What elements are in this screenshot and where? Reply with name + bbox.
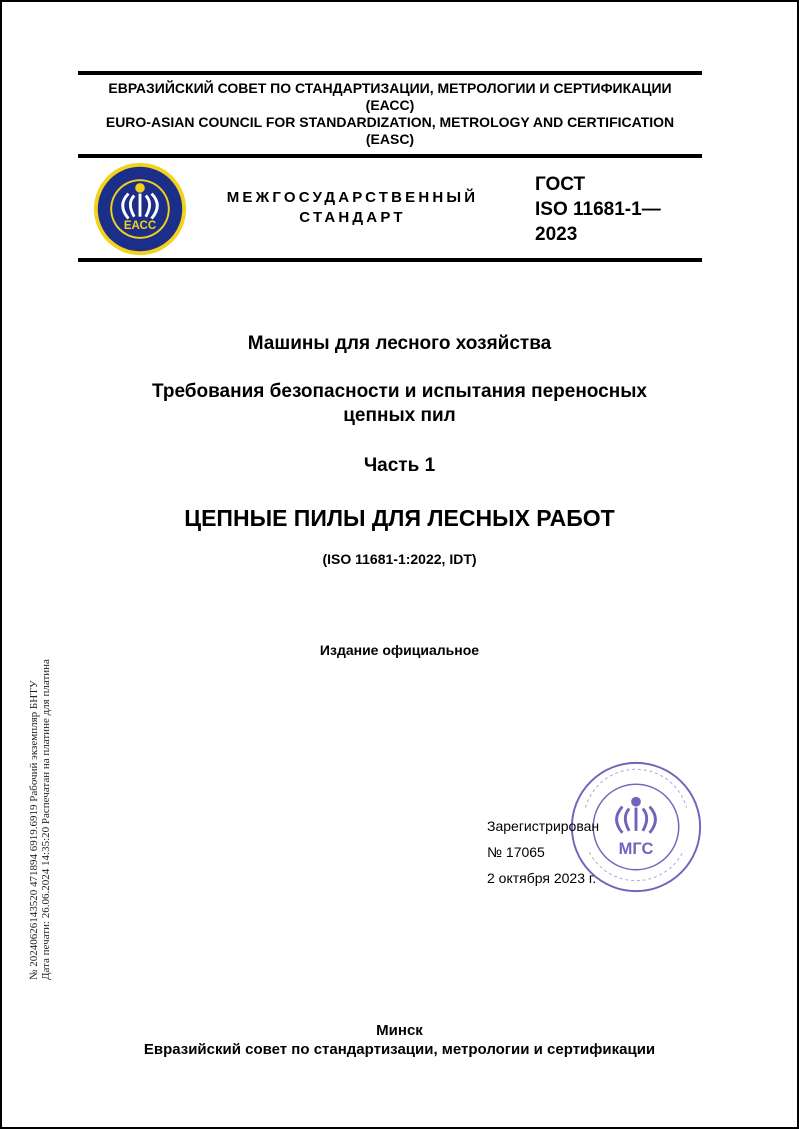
- footer-org: Евразийский совет по стандартизации, метрологии и сертификации: [143, 1041, 656, 1058]
- council-en-abbr: (EASC): [365, 131, 415, 147]
- edition-label: Издание официальное: [319, 642, 480, 658]
- document-part: Часть 1: [363, 455, 436, 476]
- side-note-line1: № 20240626143520 471894 6919.6919 Рабочий экземпляр БНТУ: [28, 680, 40, 980]
- document-main-title: Машины для лесного хозяйства: [247, 333, 552, 354]
- footer-city: Минск: [376, 1022, 423, 1039]
- document-heading: ЦЕПНЫЕ ПИЛЫ ДЛЯ ЛЕСНЫХ РАБОТ: [184, 505, 615, 531]
- registration-number: № 17065: [487, 844, 545, 860]
- registered-label: Зарегистрирован: [487, 818, 600, 834]
- council-header: [78, 80, 702, 148]
- council-en-name: EURO-ASIAN COUNCIL FOR STANDARDIZATION, METROLOGY AND CERTIFICATION: [105, 114, 675, 130]
- gost-designation: [535, 172, 661, 247]
- gost-line1: ГОСТ: [535, 174, 586, 195]
- document-subtitle: [0, 380, 799, 428]
- registration-date: 2 октября 2023 г.: [487, 870, 597, 886]
- interstate-line2: СТАНДАРТ: [299, 209, 406, 226]
- interstate-standard-label: [215, 188, 490, 228]
- middle-rule: [78, 154, 702, 158]
- iso-reference: (ISO 11681-1:2022, IDT): [322, 551, 477, 567]
- bottom-header-rule: [78, 258, 702, 262]
- stamp-text: МГС: [618, 840, 654, 859]
- print-side-note: [28, 659, 52, 980]
- subtitle-line1: Требования безопасности и испытания переносных: [151, 381, 647, 402]
- council-ru-name: ЕВРАЗИЙСКИЙ СОВЕТ ПО СТАНДАРТИЗАЦИИ, МЕТРОЛОГИИ И СЕРТИФИКАЦИИ: [108, 80, 672, 96]
- logo-text: ЕАСС: [123, 220, 157, 233]
- top-rule: [78, 71, 702, 75]
- subtitle-line2: цепных пил: [343, 405, 456, 426]
- gost-line2: ISO 11681-1—: [535, 199, 661, 220]
- interstate-line1: МЕЖГОСУДАРСТВЕННЫЙ: [226, 189, 479, 206]
- registration-info: [487, 813, 599, 891]
- eacc-logo-icon: [92, 161, 188, 257]
- side-note-line2: Дата печати: 26.06.2024 14:35:20 Распечатан на платине для платина: [40, 659, 52, 980]
- gost-line3: 2023: [535, 224, 578, 245]
- council-ru-abbr: (ЕАСС): [365, 97, 415, 113]
